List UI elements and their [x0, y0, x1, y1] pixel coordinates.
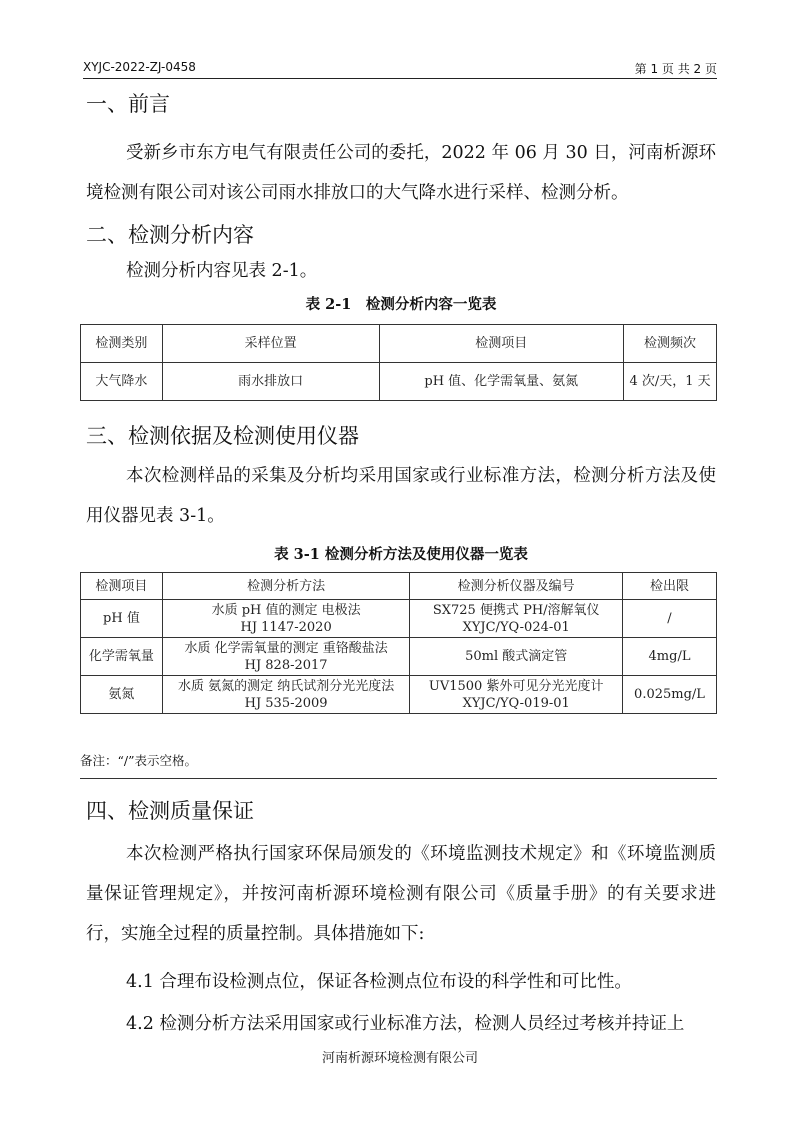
table-cell: 50ml 酸式滴定管 — [410, 638, 623, 676]
header-cell: 检测项目 — [379, 325, 624, 363]
header-cell: 检测项目 — [81, 573, 163, 600]
section-1-paragraph: 受新乡市东方电气有限责任公司的委托，2022 年 06 月 30 日，河南析源环境检测有限公司对该公司雨水排放口的大气降水进行采样、检测分析。 — [86, 143, 716, 203]
table-row — [81, 676, 717, 714]
table-cell: pH 值 — [81, 600, 163, 638]
table-2-1-caption: 表 2-1 检测分析内容一览表 — [305, 296, 497, 313]
header-cell: 检测分析仪器及编号 — [410, 573, 623, 600]
section-4-title: 四、检测质量保证 — [86, 799, 254, 823]
table-3-1-caption: 表 3-1 检测分析方法及使用仪器一览表 — [274, 546, 528, 563]
section-2-paragraph: 检测分析内容见表 2-1。 — [126, 261, 318, 281]
section-2-title: 二、检测分析内容 — [86, 223, 254, 247]
table-2-1 — [80, 324, 717, 401]
table-cell: SX725 便携式 PH/溶解氧仪 XYJC/YQ-024-01 — [410, 600, 623, 638]
table-row — [81, 600, 717, 638]
table-3-1 — [80, 572, 717, 714]
header-cell: 检测类别 — [81, 325, 163, 363]
section-3-title: 三、检测依据及检测使用仪器 — [86, 424, 359, 448]
section-4-item-1: 4.1 合理布设检测点位，保证各检测点位布设的科学性和可比性。 — [126, 972, 632, 992]
page-number: 第 1 页 共 2 页 — [634, 62, 717, 76]
document-id: XYJC-2022-ZJ-0458 — [83, 60, 196, 74]
page-header — [83, 58, 717, 79]
page-footer: 河南析源环境检测有限公司 — [321, 1051, 478, 1066]
header-cell: 采样位置 — [162, 325, 379, 363]
table-cell: 4 次/天，1 天 — [624, 363, 717, 401]
section-4-item-2: 4.2 检测分析方法采用国家或行业标准方法，检测人员经过考核并持证上 — [126, 1014, 685, 1034]
table-header-row — [81, 325, 717, 363]
table-cell: 大气降水 — [81, 363, 163, 401]
table-cell: 水质 氨氮的测定 纳氏试剂分光光度法 HJ 535-2009 — [162, 676, 410, 714]
table-cell: 4mg/L — [623, 638, 717, 676]
table-cell: 雨水排放口 — [162, 363, 379, 401]
table-cell: 水质 pH 值的测定 电极法 HJ 1147-2020 — [162, 600, 410, 638]
table-row — [81, 638, 717, 676]
table-cell: 水质 化学需氧量的测定 重铬酸盐法 HJ 828-2017 — [162, 638, 410, 676]
header-cell: 检测频次 — [624, 325, 717, 363]
table-cell: pH 值、化学需氧量、氨氮 — [379, 363, 624, 401]
table-cell: / — [623, 600, 717, 638]
table-cell: 化学需氧量 — [81, 638, 163, 676]
header-cell: 检出限 — [623, 573, 717, 600]
table-cell: 氨氮 — [81, 676, 163, 714]
table-cell: 0.025mg/L — [623, 676, 717, 714]
section-1-title: 一、前言 — [86, 92, 170, 116]
table-note: 备注：“/”表示空格。 — [80, 753, 197, 768]
table-row — [81, 363, 717, 401]
header-cell: 检测分析方法 — [162, 573, 410, 600]
divider — [80, 778, 717, 779]
table-cell: UV1500 紫外可见分光光度计 XYJC/YQ-019-01 — [410, 676, 623, 714]
table-header-row — [81, 573, 717, 600]
section-3-paragraph: 本次检测样品的采集及分析均采用国家或行业标准方法，检测分析方法及使用仪器见表 3-1。 — [86, 466, 716, 526]
section-4-paragraph: 本次检测严格执行国家环保局颁发的《环境监测技术规定》和《环境监测质量保证管理规定》，并按河南析源环境检测有限公司《质量手册》的有关要求进行，实施全过程的质量控制。具体措施如下: — [86, 844, 716, 944]
